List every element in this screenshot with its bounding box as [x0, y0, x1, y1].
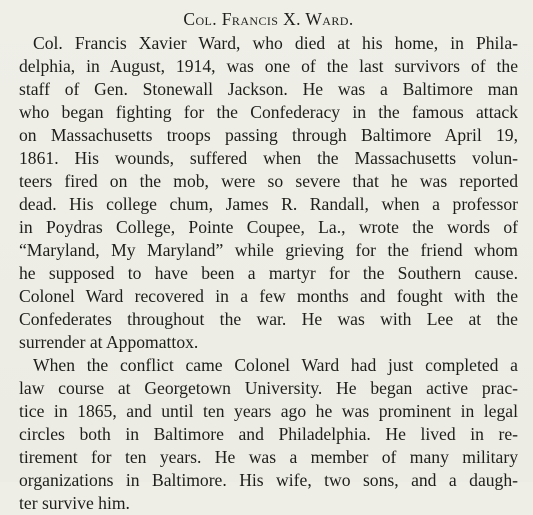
- text-line: “Maryland, My Maryland” while grieving for the friend whom: [19, 240, 518, 260]
- paragraph-2: [19, 354, 518, 515]
- text-line: 1861. His wounds, suffered when the Massachusetts volun-: [19, 148, 518, 168]
- text-line: Colonel Ward recovered in a few months and fought with the: [19, 286, 518, 306]
- text-line: dead. His college chum, James R. Randall, when a professor: [19, 194, 518, 214]
- text-line: When the conflict came Colonel Ward had just completed a: [33, 355, 518, 375]
- article-body: [19, 32, 518, 515]
- text-line: ter survive him.: [19, 493, 130, 513]
- article-heading: Col. Francis X. Ward.: [183, 9, 354, 29]
- text-line: in Poydras College, Pointe Coupee, La., wrote the words of: [19, 217, 518, 237]
- text-line: surrender at Appomattox.: [19, 332, 199, 352]
- text-line: Confederates throughout the war. He was with Lee at the: [19, 309, 518, 329]
- text-line: tirement for ten years. He was a member of many military: [19, 447, 518, 467]
- text-line: tice in 1865, and until ten years ago he was prominent in legal: [19, 401, 518, 421]
- text-line: he supposed to have been a martyr for the Southern cause.: [19, 263, 518, 283]
- text-line: staff of Gen. Stonewall Jackson. He was a Baltimore man: [19, 79, 518, 99]
- text-line: Col. Francis Xavier Ward, who died at his home, in Phila-: [33, 33, 518, 53]
- text-line: on Massachusetts troops passing through Baltimore April 19,: [19, 125, 518, 145]
- text-line: who began fighting for the Confederacy in the famous attack: [19, 102, 518, 122]
- text-line: circles both in Baltimore and Philadelphia. He lived in re-: [19, 424, 518, 444]
- text-line: organizations in Baltimore. His wife, two sons, and a daugh-: [19, 470, 518, 490]
- text-line: delphia, in August, 1914, was one of the last survivors of the: [19, 56, 518, 76]
- text-line: teers fired on the mob, were so severe that he was reported: [19, 171, 518, 191]
- text-line: law course at Georgetown University. He began active prac-: [19, 378, 518, 398]
- paragraph-1: [19, 32, 518, 354]
